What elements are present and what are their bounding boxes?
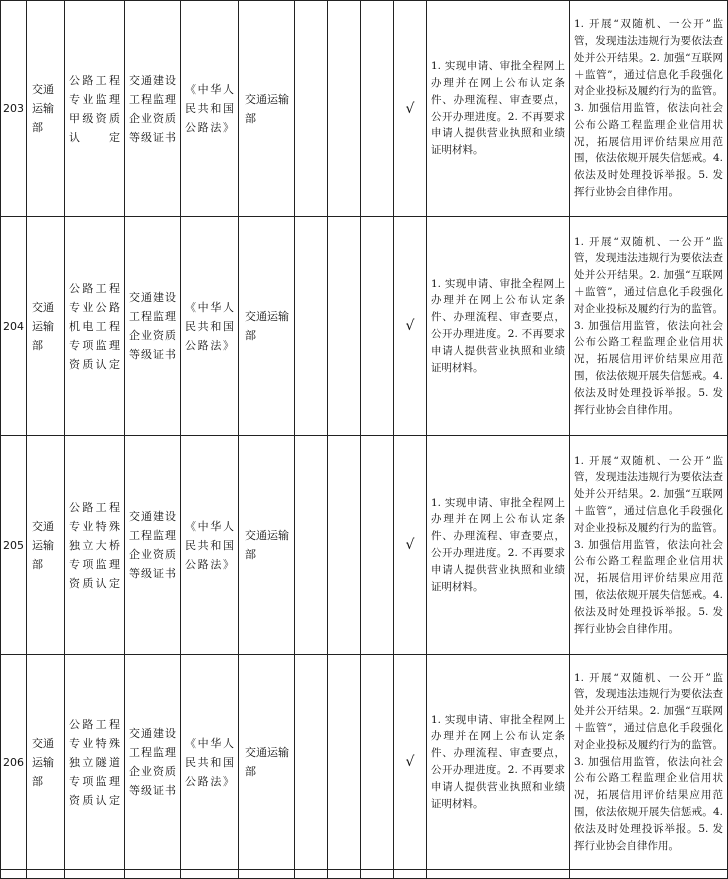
supervision-measures-cell: 1. 开展“双随机、一公开”监管，发现违法违规行为要依法查处并公开结果。2. 加强“互联网＋监管”，通过信息化手段强化对企业投标及履约行为的监管。3. 加强信用监管，依法向社会公布公路工程监理企业信用状况，拓展信用评价结果应用范围，依法依规开展失信惩戒。4. 依法及时处理投诉举报。5. 发挥行业协会自律作用。 [570,217,728,436]
legal-basis-cell: 《中华人民共和国公路法》 [181,217,239,436]
department-cell: 交通运输部 [27,436,65,655]
table-row [1,1,728,217]
supervision-measures-cell: 1. 开展“双随机、一公开”监管，发现违法违规行为要依法查处并公开结果。2. 加强“互联网＋监管”，通过信息化手段强化对企业投标及履约行为的监管。3. 加强信用监管，依法向社会公布公路工程监理企业信用状况，拓展信用评价结果应用范围，依法依规开展失信惩戒。4. 依法及时处理投诉举报。5. 发挥行业协会自律作用。 [570,1,728,217]
empty-cell [570,870,728,879]
row-number: 203 [1,1,27,217]
approval-authority-cell: 交通运输部 [239,655,295,870]
empty-cell [295,655,328,870]
department-cell: 交通运输部 [27,1,65,217]
empty-cell [65,870,125,879]
empty-cell [328,1,361,217]
item-name-cell: 公路工程专业监理甲级资质认定 [65,1,125,217]
table-row [1,436,728,655]
empty-cell [427,870,570,879]
check-mark: √ [394,1,427,217]
approval-authority-cell: 交通运输部 [239,217,295,436]
empty-cell [328,436,361,655]
item-name-cell: 公路工程专业特殊独立隧道专项监理资质认定 [65,655,125,870]
empty-cell [295,217,328,436]
table-row-continuation [1,870,728,879]
certificate-cell: 交通建设工程监理企业资质等级证书 [125,436,181,655]
item-name-cell: 公路工程专业公路机电工程专项监理资质认定 [65,217,125,436]
certificate-cell: 交通建设工程监理企业资质等级证书 [125,1,181,217]
supervision-measures-cell: 1. 开展“双随机、一公开”监管，发现违法违规行为要依法查处并公开结果。2. 加强“互联网＋监管”，通过信息化手段强化对企业投标及履约行为的监管。3. 加强信用监管，依法向社会公布公路工程监理企业信用状况，拓展信用评价结果应用范围，依法依规开展失信惩戒。4. 依法及时处理投诉举报。5. 发挥行业协会自律作用。 [570,436,728,655]
empty-cell [328,655,361,870]
check-mark: √ [394,436,427,655]
legal-basis-cell: 《中华人民共和国公路法》 [181,1,239,217]
table-row [1,655,728,870]
empty-cell [361,217,394,436]
empty-cell [27,870,65,879]
legal-basis-cell: 《中华人民共和国公路法》 [181,436,239,655]
item-name-cell: 公路工程专业特殊独立大桥专项监理资质认定 [65,436,125,655]
empty-cell [361,870,394,879]
legal-basis-cell: 《中华人民共和国公路法》 [181,655,239,870]
approval-authority-cell: 交通运输部 [239,1,295,217]
department-cell: 交通运输部 [27,655,65,870]
reform-measures-cell: 1. 实现申请、审批全程网上办理并在网上公布认定条件、办理流程、审查要点，公开办理进度。2. 不再要求申请人提供营业执照和业绩证明材料。 [427,217,570,436]
empty-cell [295,436,328,655]
empty-cell [295,870,328,879]
empty-cell [1,870,27,879]
empty-cell [361,1,394,217]
empty-cell [125,870,181,879]
certificate-cell: 交通建设工程监理企业资质等级证书 [125,217,181,436]
empty-cell [361,655,394,870]
row-number: 204 [1,217,27,436]
row-number: 206 [1,655,27,870]
check-mark: √ [394,655,427,870]
supervision-measures-cell: 1. 开展“双随机、一公开”监管，发现违法违规行为要依法查处并公开结果。2. 加强“互联网＋监管”，通过信息化手段强化对企业投标及履约行为的监管。3. 加强信用监管，依法向社会公布公路工程监理企业信用状况，拓展信用评价结果应用范围，依法依规开展失信惩戒。4. 依法及时处理投诉举报。5. 发挥行业协会自律作用。 [570,655,728,870]
empty-cell [361,436,394,655]
row-number: 205 [1,436,27,655]
empty-cell [328,870,361,879]
empty-cell [181,870,239,879]
department-cell: 交通运输部 [27,217,65,436]
reform-measures-cell: 1. 实现申请、审批全程网上办理并在网上公布认定条件、办理流程、审查要点，公开办理进度。2. 不再要求申请人提供营业执照和业绩证明材料。 [427,655,570,870]
approval-authority-cell: 交通运输部 [239,436,295,655]
empty-cell [239,870,295,879]
empty-cell [328,217,361,436]
reform-measures-cell: 1. 实现申请、审批全程网上办理并在网上公布认定条件、办理流程、审查要点，公开办理进度。2. 不再要求申请人提供营业执照和业绩证明材料。 [427,1,570,217]
table-row [1,217,728,436]
check-mark: √ [394,217,427,436]
empty-cell [394,870,427,879]
reform-measures-cell: 1. 实现申请、审批全程网上办理并在网上公布认定条件、办理流程、审查要点，公开办理进度。2. 不再要求申请人提供营业执照和业绩证明材料。 [427,436,570,655]
empty-cell [295,1,328,217]
certificate-cell: 交通建设工程监理企业资质等级证书 [125,655,181,870]
